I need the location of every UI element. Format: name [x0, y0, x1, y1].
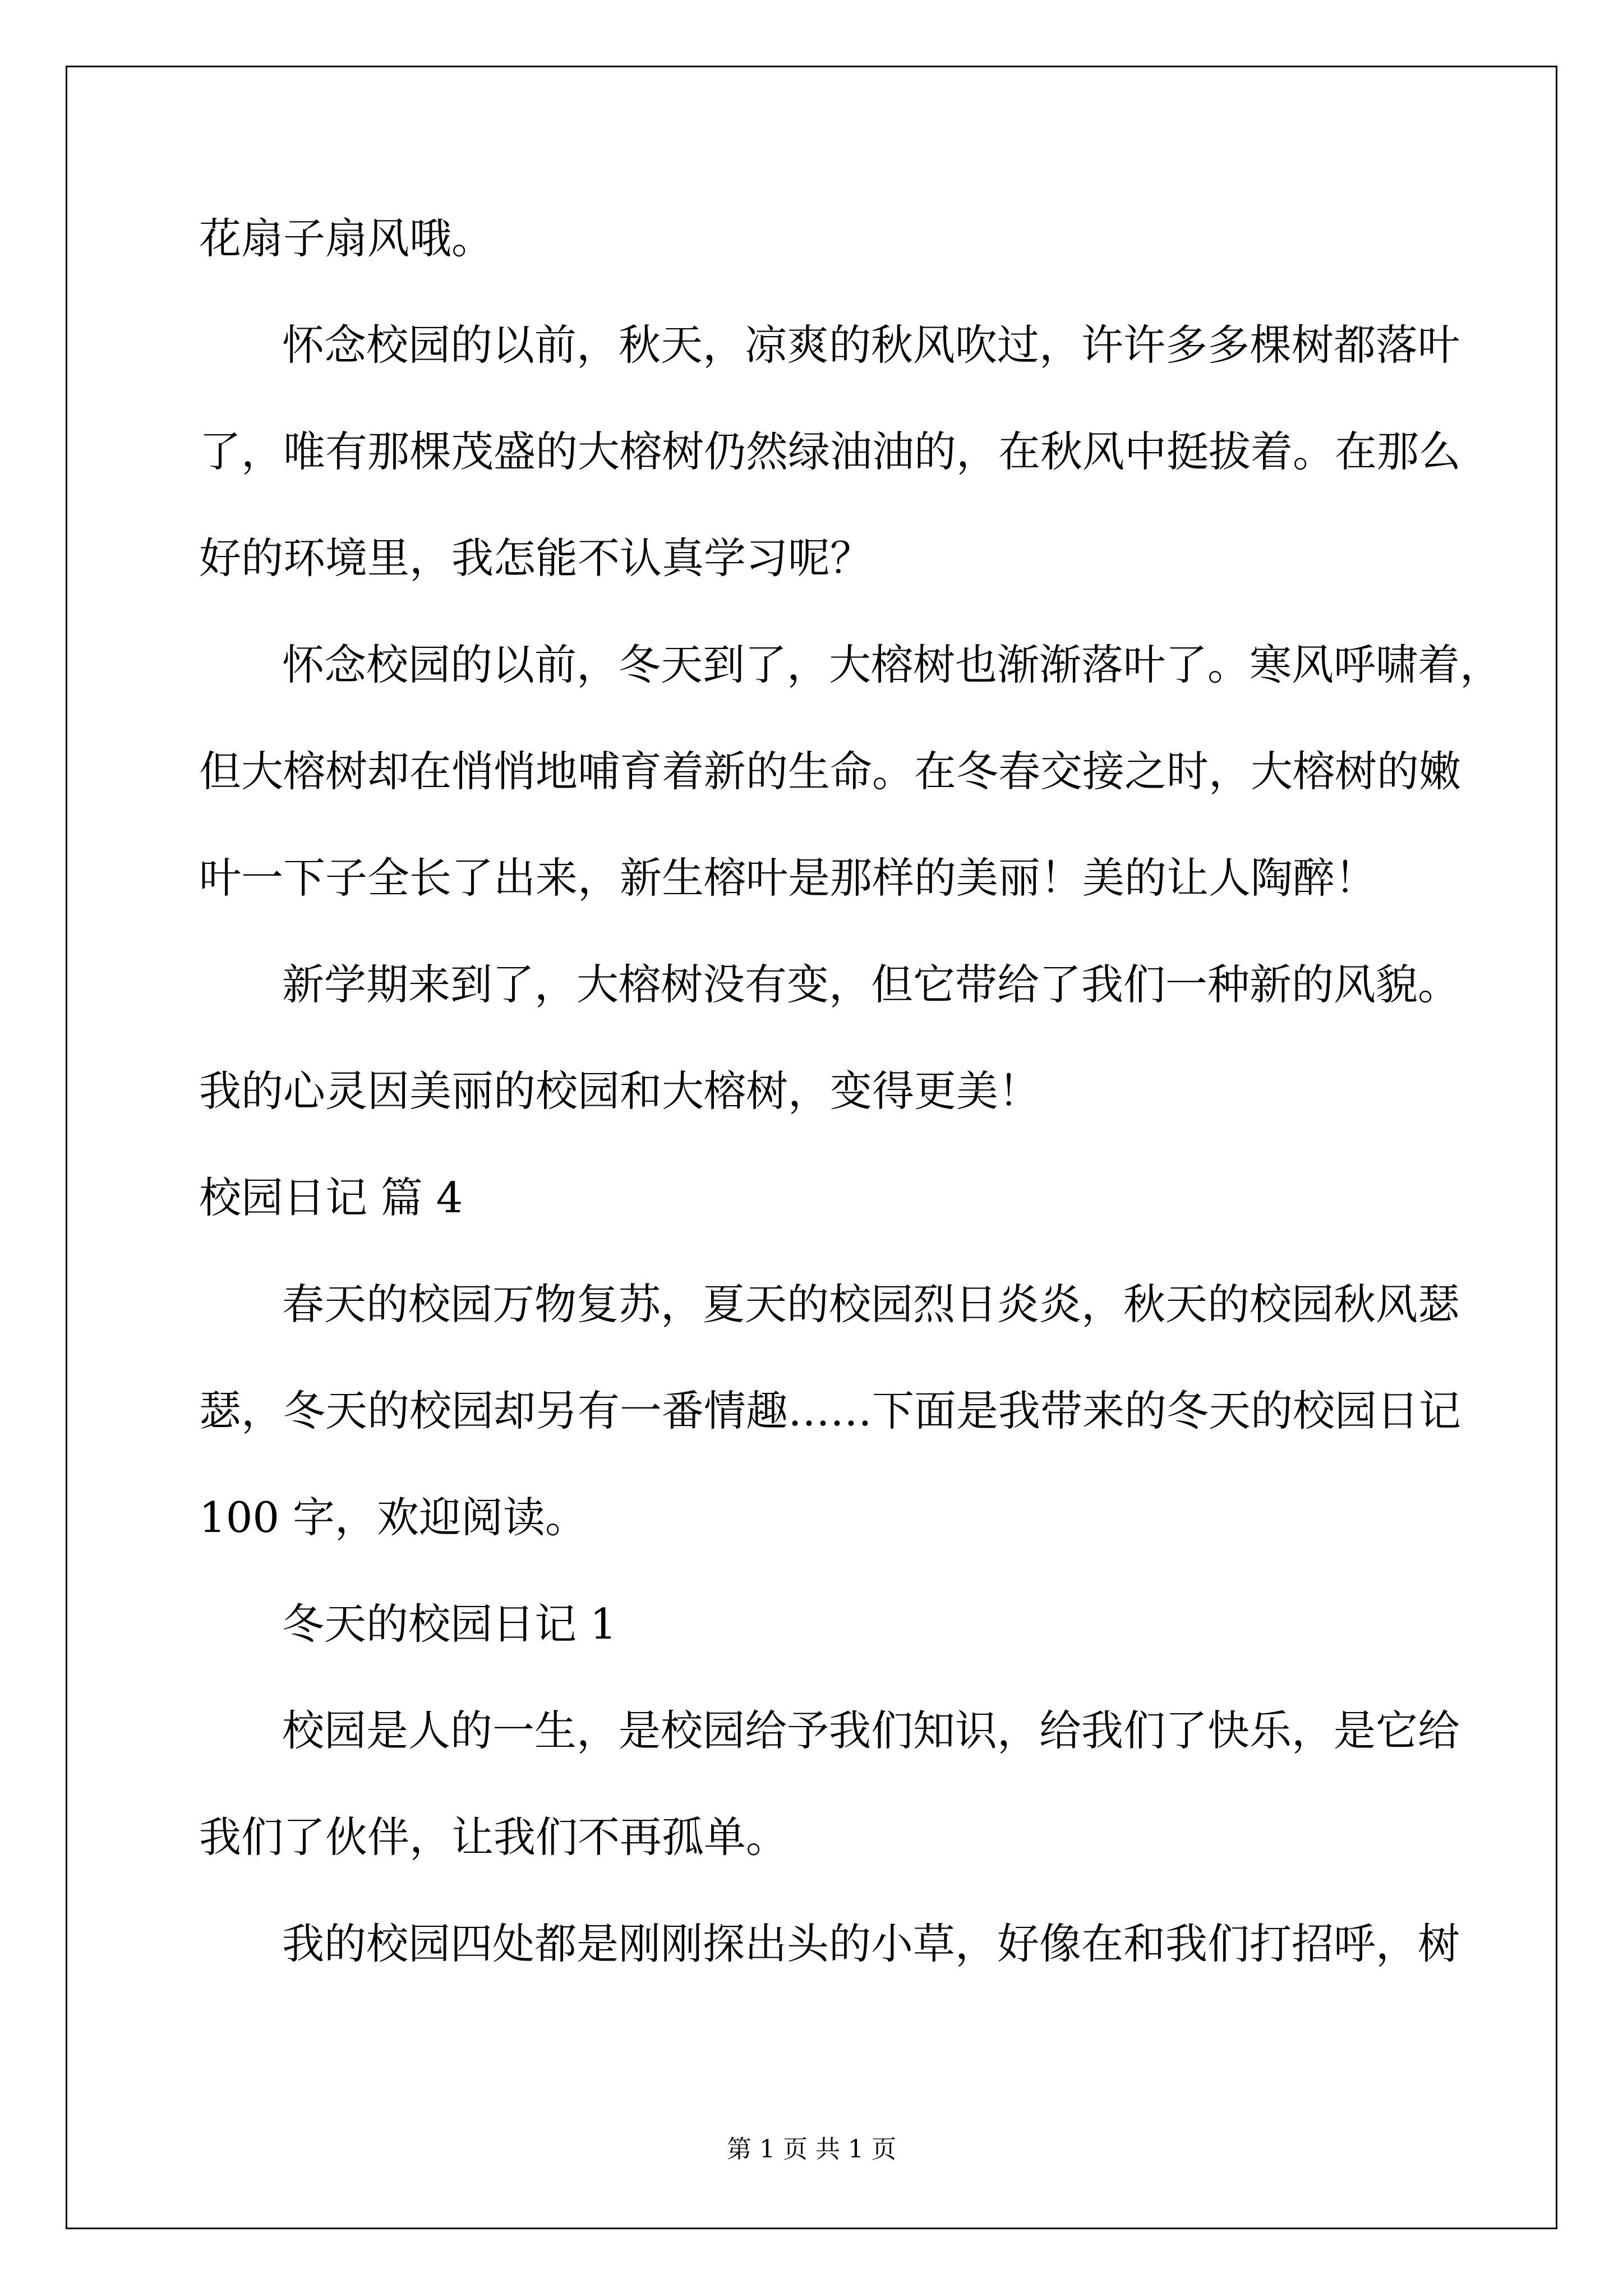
text-line: 了，唯有那棵茂盛的大榕树仍然绿油油的，在秋风中挺拔着。在那么: [199, 427, 1461, 476]
text-line: 新学期来到了，大榕树没有变，但它带给了我们一种新的风貌。: [282, 960, 1460, 1009]
text-line: 花扇子扇风哦。: [199, 214, 494, 263]
text-line: 但大榕树却在悄悄地哺育着新的生命。在冬春交接之时，大榕树的嫩: [199, 747, 1461, 796]
text-line: 好的环境里，我怎能不认真学习呢？: [199, 533, 873, 583]
text-line: 100 字，欢迎阅读。: [199, 1493, 587, 1542]
text-line: 怀念校园的以前，秋天，凉爽的秋风吹过，许许多多棵树都落叶: [282, 320, 1460, 370]
text-line: 校园是人的一生，是校园给予我们知识，给我们了快乐，是它给: [282, 1706, 1460, 1755]
text-line: 瑟，冬天的校园却另有一番情趣……下面是我带来的冬天的校园日记: [199, 1386, 1461, 1435]
text-line: 怀念校园的以前，冬天到了，大榕树也渐渐落叶了。寒风呼啸着，: [282, 640, 1502, 689]
text-line: 我们了伙伴，让我们不再孤单。: [199, 1812, 789, 1862]
text-line: 我的心灵因美丽的校园和大榕树，变得更美！: [199, 1066, 1041, 1116]
text-line: 春天的校园万物复苏，夏天的校园烈日炎炎，秋天的校园秋风瑟: [282, 1280, 1460, 1329]
text-line: 我的校园四处都是刚刚探出头的小草，好像在和我们打招呼，树: [282, 1919, 1460, 1968]
section-heading: 校园日记 篇 4: [199, 1173, 463, 1222]
page-footer: 第 1 页 共 1 页: [727, 2135, 896, 2164]
text-line: 叶一下子全长了出来，新生榕叶是那样的美丽！美的让人陶醉！: [199, 853, 1377, 903]
document-body: [199, 185, 1502, 1997]
subheading: 冬天的校园日记 1: [282, 1599, 617, 1649]
